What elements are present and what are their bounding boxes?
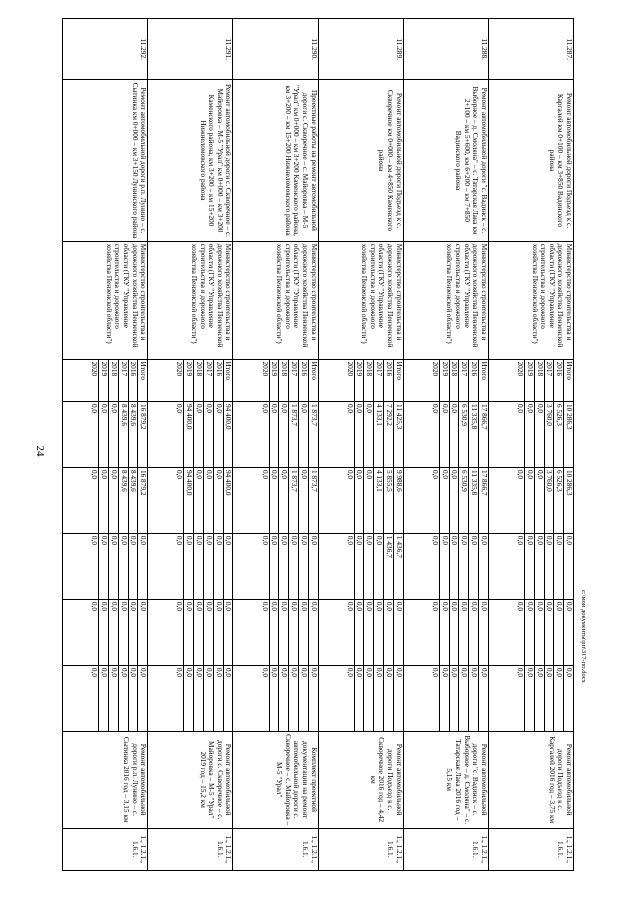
funding-value: 0,0 [524,666,534,731]
funding-value: 0,0 [137,666,147,731]
funding-value: 0,0 [213,534,223,599]
funding-value: 0,0 [90,469,100,480]
funding-value: 0,0 [308,534,318,599]
funding-value: 0,0 [183,600,193,665]
funding-value: 0,0 [108,600,118,665]
row-number: 11.290. [233,19,318,80]
funding-value: 0,0 [269,468,279,533]
funding-value: 0,0 [288,600,298,665]
funding-cell-1 [63,401,148,467]
funding-value: 0,0 [108,666,118,731]
funding-value: 0,0 [269,600,279,665]
year-label: 2018 [449,360,459,401]
funding-value: 0,0 [439,468,449,533]
funding-value: 0,0 [203,600,213,665]
funding-value: 0,0 [524,600,534,665]
funding-value: 8 439,6 [128,468,138,533]
year-label: 2017 [544,360,554,401]
funding-value: 0,0 [524,402,534,467]
funding-value: 0,0 [439,600,449,665]
funding-cell-2 [318,467,403,533]
funding-value: 0,0 [213,402,223,467]
funding-value: 0,0 [128,666,138,731]
funding-cell-5 [488,665,573,731]
funding-value: 0,0 [449,666,459,731]
funding-value: 0,0 [108,468,118,533]
funding-cell-3 [488,533,573,599]
funding-value: 6 530,9 [458,468,468,533]
funding-value: 0,0 [260,535,270,546]
year-label: 2018 [534,360,544,401]
year-label: 2018 [364,360,374,401]
funding-value: 0,0 [373,534,383,599]
row-number: 11.292. [63,19,148,80]
executor: Министерство строительства и дорожного хозяйства Пензенской области (ГКУ "Управление строительства и дорожного хозяйства Пензенской области") [403,241,488,359]
funding-value: 0,0 [516,403,526,414]
funding-value: 0,0 [260,403,270,414]
funding-value: 0,0 [98,600,108,665]
funding-value: 0,0 [534,666,544,731]
year-label: Итого [223,360,233,401]
funding-cell-4 [488,599,573,665]
year-label: 2016 [298,360,308,401]
funding-value: 0,0 [308,600,318,665]
year-label: 2018 [193,360,203,401]
funding-value: 0,0 [118,666,128,731]
funding-value: 0,0 [308,666,318,731]
funding-cell-2 [148,467,233,533]
funding-value: 0,0 [175,535,185,546]
funding-value: 0,0 [137,600,147,665]
funding-value: 1 436,7 [383,534,393,599]
year-label: 2019 [269,360,279,401]
executor: Министерство строительства и дорожного хозяйства Пензенской области (ГКУ "Управление строительства и дорожного хозяйства Пензенской области") [318,241,403,359]
funding-value: 0,0 [449,600,459,665]
funding-cell-1 [233,401,318,467]
year-label: 2020 [260,361,270,377]
funding-value: 0,0 [364,402,374,467]
funding-value: 0,0 [439,402,449,467]
funding-value: 0,0 [193,666,203,731]
funding-value: 0,0 [364,600,374,665]
funding-value: 0,0 [203,402,213,467]
year-label: 2017 [118,360,128,401]
indicators: 1., 1.2.1., 1.6.1. [233,828,318,871]
object-name: Проектные работы на ремонт автомобильной дороги с. Скворечное – с. Майоровка – М-5 "Урал" км 0+000 – км 3+200 Каменского района, км 3+200 – км 15+200 Нижнеломовского района [233,80,318,241]
funding-value: 16 879,2 [137,402,147,467]
years-cell [148,359,233,401]
funding-cell-2 [488,467,573,533]
funding-cell-5 [403,665,488,731]
funding-value: 3 760,0 [544,402,554,467]
object-name: Ремонт автомобильной дороги р.п. Лунино – с. Сытинка км 0+000 – км 3+150 Лунинского района [63,80,148,241]
funding-value: 0,0 [563,534,573,599]
funding-value: 0,0 [298,468,308,533]
funding-value: 0,0 [193,600,203,665]
funding-value: 11 335,8 [468,468,478,533]
funding-value: 94 400,0 [223,402,233,467]
funding-cell-4 [233,599,318,665]
funding-value: 6 530,9 [458,402,468,467]
funding-value: 8 439,6 [118,468,128,533]
row-number: 11.288. [403,19,488,80]
funding-value: 0,0 [128,600,138,665]
year-label: 2020 [90,361,100,377]
table-row [148,19,233,871]
funding-value: 0,0 [524,534,534,599]
funding-value: 0,0 [213,600,223,665]
funding-cell-2 [63,467,148,533]
funding-value: 0,0 [288,534,298,599]
table-row [403,19,488,871]
funding-value: 0,0 [260,667,270,678]
funding-value: 0,0 [175,667,185,678]
funding-value: 0,0 [203,468,213,533]
funding-value: 0,0 [193,468,203,533]
funding-value: 0,0 [193,402,203,467]
funding-cell-1 [318,401,403,467]
funding-value: 0,0 [364,666,374,731]
funding-value: 0,0 [175,469,185,480]
funding-value: 0,0 [269,402,279,467]
funding-value: 0,0 [373,600,383,665]
funding-value: 0,0 [449,534,459,599]
years-cell [233,359,318,401]
funding-value: 0,0 [478,534,488,599]
object-name: Ремонт автомобильной дороги Подъезд к с. Скворечное км 0+000 – км 4+850 Каменского района [318,80,403,241]
funding-cell-3 [148,533,233,599]
funding-value: 6 526,3 [553,468,563,533]
funding-value: 0,0 [393,600,403,665]
row-number: 11.287. [488,19,573,80]
funding-value: 0,0 [516,601,526,612]
expected-result: Ремонт автомобильной дороги Подъезд к с. Каргалей 2016 год – 3,75 км [488,731,573,828]
year-label: 2018 [108,360,118,401]
funding-cell-5 [318,665,403,731]
funding-value: 0,0 [269,666,279,731]
funding-value: 0,0 [345,601,355,612]
funding-value: 0,0 [288,666,298,731]
funding-value: 0,0 [108,402,118,467]
page-number: 24 [34,445,46,457]
year-label: 2019 [98,360,108,401]
funding-value: 0,0 [439,666,449,731]
funding-value: 0,0 [137,534,147,599]
funding-value: 0,0 [298,666,308,731]
funding-value: 0,0 [430,535,440,546]
funding-value: 10 286,3 [563,468,573,533]
funding-value: 8 439,6 [128,402,138,467]
table-row [318,19,403,871]
funding-value: 3 760,0 [544,468,554,533]
funding-value: 1 873,7 [288,402,298,467]
funding-value: 0,0 [278,600,288,665]
year-label: Итого [137,360,147,401]
funding-value: 0,0 [354,600,364,665]
table-row [63,19,148,871]
year-label: 2017 [458,360,468,401]
funding-value: 0,0 [563,666,573,731]
funding-value: 0,0 [430,601,440,612]
funding-value: 0,0 [203,534,213,599]
funding-value: 0,0 [534,468,544,533]
year-label: 2016 [553,360,563,401]
object-name: Ремонт автомобильной дороги с. Скворечное – с. Майоровка – М-5 "Урал" км 0+000 – км 3+200 Каменского района, км 3+200 – км 15+200 Нижнеломовского района [148,80,233,241]
funding-value: 0,0 [553,534,563,599]
indicators: 1., 1.2.1., 1.6.1. [318,828,403,871]
rotated-page [62,18,574,871]
funding-value: 0,0 [98,468,108,533]
funding-value: 0,0 [478,600,488,665]
funding-value: 94 400,0 [183,402,193,467]
table-row [488,19,573,871]
year-label: 2019 [439,360,449,401]
funding-value: 0,0 [278,402,288,467]
funding-cell-5 [148,665,233,731]
funding-value: 0,0 [524,468,534,533]
year-label: 2018 [278,360,288,401]
funding-value: 0,0 [90,403,100,414]
funding-cell-1 [148,401,233,467]
years-cell [488,359,573,401]
funding-cell-3 [403,533,488,599]
funding-value: 0,0 [468,600,478,665]
funding-value: 0,0 [516,667,526,678]
funding-value: 0,0 [269,534,279,599]
funding-value: 0,0 [98,534,108,599]
year-label: 2020 [430,361,440,377]
funding-value: 0,0 [175,403,185,414]
funding-cell-5 [233,665,318,731]
funding-value: 11 425,3 [393,402,403,467]
year-label: 2020 [345,361,355,377]
funding-value: 0,0 [345,469,355,480]
funding-value: 17 866,7 [478,468,488,533]
years-cell [318,359,403,401]
funding-value: 0,0 [439,534,449,599]
program-table [62,18,574,871]
funding-value: 0,0 [364,534,374,599]
funding-value: 0,0 [393,666,403,731]
funding-value: 0,0 [430,667,440,678]
funding-value: 1 873,7 [288,468,298,533]
funding-value: 0,0 [354,666,364,731]
funding-value: 0,0 [98,402,108,467]
funding-value: 6 526,3 [553,402,563,467]
object-name: Ремонт автомобильной дороги Подъезд к с. Каргалей км 0+100 – км 3+850 Вадинского района [488,80,573,241]
funding-value: 0,0 [383,666,393,731]
funding-value: 0,0 [534,402,544,467]
funding-value: 1 873,7 [308,468,318,533]
funding-value: 94 400,0 [223,468,233,533]
year-label: 2020 [516,361,526,377]
executor: Министерство строительства и дорожного хозяйства Пензенской области (ГКУ "Управление строительства и дорожного хозяйства Пензенской области") [233,241,318,359]
funding-value: 0,0 [345,667,355,678]
funding-value: 0,0 [354,468,364,533]
funding-value: 0,0 [260,469,270,480]
year-label: 2016 [213,360,223,401]
year-label: 2017 [288,360,298,401]
funding-value: 0,0 [534,600,544,665]
funding-value: 0,0 [458,534,468,599]
funding-cell-3 [318,533,403,599]
funding-cell-4 [403,599,488,665]
funding-cell-4 [148,599,233,665]
year-label: Итого [308,360,318,401]
funding-value: 0,0 [260,601,270,612]
year-label: Итого [563,360,573,401]
year-label: 2020 [175,361,185,377]
funding-value: 0,0 [90,601,100,612]
funding-value: 0,0 [118,534,128,599]
funding-value: 0,0 [458,600,468,665]
funding-value: 0,0 [193,534,203,599]
funding-value: 0,0 [354,402,364,467]
year-label: 2016 [468,360,478,401]
funding-value: 1 873,7 [308,402,318,467]
funding-value: 0,0 [175,601,185,612]
expected-result: Ремонт автомобильной дороги с. Скворечное – с. Майоровка – М-5 "Урал" 2019 год – 15,2 км [148,731,233,828]
funding-cell-4 [318,599,403,665]
year-label: 2019 [183,360,193,401]
funding-value: 0,0 [345,403,355,414]
funding-value: 0,0 [544,534,554,599]
funding-value: 0,0 [90,535,100,546]
funding-value: 0,0 [223,534,233,599]
funding-value: 0,0 [354,534,364,599]
funding-cell-1 [403,401,488,467]
funding-value: 0,0 [278,468,288,533]
funding-cell-5 [63,665,148,731]
funding-value: 0,0 [364,468,374,533]
funding-value: 0,0 [298,600,308,665]
indicators: 1., 1.2.1., 1.6.1. [148,828,233,871]
funding-cell-1 [488,401,573,467]
funding-cell-2 [233,467,318,533]
funding-value: 0,0 [478,666,488,731]
object-name: Ремонт автомобильной дороги "с. Вадинск – с. Выборное – д. Смоляна" – с. Татарская Лака км 2+100 – км 5+600, км 6+200 – км 7+850 Вадинского района [403,80,488,241]
funding-value: 7 292,2 [383,402,393,467]
funding-value: 16 879,2 [137,468,147,533]
years-cell [63,359,148,401]
funding-value: 0,0 [345,535,355,546]
funding-value: 4 133,1 [373,468,383,533]
funding-value: 10 286,3 [563,402,573,467]
funding-value: 0,0 [544,666,554,731]
funding-cell-3 [233,533,318,599]
funding-value: 0,0 [118,600,128,665]
row-number: 11.289. [318,19,403,80]
year-label: Итого [478,360,488,401]
years-cell [403,359,488,401]
funding-value: 0,0 [544,600,554,665]
row-number: 11.291. [148,19,233,80]
funding-cell-2 [403,467,488,533]
executor: Министерство строительства и дорожного хозяйства Пензенской области (ГКУ "Управление строительства и дорожного хозяйства Пензенской области") [63,241,148,359]
year-label: 2019 [354,360,364,401]
indicators: 1., 1.2.1., 1.6.1. [403,828,488,871]
indicators: 1., 1.2.1., 1.6.1. [63,828,148,871]
funding-value: 0,0 [90,667,100,678]
funding-value: 0,0 [213,666,223,731]
funding-value: 4 133,1 [373,402,383,467]
funding-value: 0,0 [449,468,459,533]
funding-value: 0,0 [183,666,193,731]
expected-result: Ремонт автомобильной дороги р.п. Лунино – с. Сытинка 2016 год – 3,15 км [63,731,148,828]
funding-value: 5 855,5 [383,468,393,533]
funding-value: 17 866,7 [478,402,488,467]
funding-value: 0,0 [128,534,138,599]
funding-value: 0,0 [383,600,393,665]
funding-value: 0,0 [183,534,193,599]
funding-value: 0,0 [298,402,308,467]
year-label: 2019 [524,360,534,401]
funding-cell-4 [63,599,148,665]
year-label: 2016 [128,360,138,401]
year-label: Итого [393,360,403,401]
year-label: 2017 [203,360,213,401]
funding-value: 94 400,0 [183,468,193,533]
funding-value: 0,0 [373,666,383,731]
funding-value: 0,0 [516,469,526,480]
year-label: 2017 [373,360,383,401]
funding-value: 0,0 [458,666,468,731]
funding-value: 0,0 [553,600,563,665]
footer-path: c:\мои документы\рп\317-пп.docx [580,590,587,683]
year-label: 2016 [383,360,393,401]
expected-result: Ремонт автомобильной дороги Подъезд к с. Скворечное 2016 год – 4,42 км [318,731,403,828]
executor: Министерство строительства и дорожного хозяйства Пензенской области (ГКУ "Управление строительства и дорожного хозяйства Пензенской области") [488,241,573,359]
funding-value: 9 988,6 [393,468,403,533]
funding-value: 0,0 [449,402,459,467]
funding-value: 11 335,8 [468,402,478,467]
funding-value: 0,0 [563,600,573,665]
funding-value: 0,0 [108,534,118,599]
funding-value: 0,0 [278,666,288,731]
indicators: 1., 1.2.1., 1.6.1. [488,828,573,871]
funding-value: 0,0 [213,468,223,533]
table-row [233,19,318,871]
expected-result: Ремонт автомобильной дороги "с. Вадинск – с. Выборное – д. Смоляна" – с. Татарская Лака 2016 год – 5,15 км [403,731,488,828]
funding-value: 8 439,6 [118,402,128,467]
funding-value: 1 436,7 [393,534,403,599]
funding-value: 0,0 [553,666,563,731]
executor: Министерство строительства и дорожного хозяйства Пензенской области (ГКУ "Управление строительства и дорожного хозяйства Пензенской области") [148,241,233,359]
funding-value: 0,0 [430,469,440,480]
expected-result: Комплект проектной документации на ремонт автомобильной дороги с. Скворечное – с. Майоровка – М-5 "Урал" [233,731,318,828]
funding-value: 0,0 [468,666,478,731]
funding-value: 0,0 [468,534,478,599]
funding-value: 0,0 [223,666,233,731]
funding-value: 0,0 [278,534,288,599]
funding-value: 0,0 [203,666,213,731]
funding-value: 0,0 [430,403,440,414]
funding-value: 0,0 [534,534,544,599]
funding-value: 0,0 [516,535,526,546]
funding-value: 0,0 [98,666,108,731]
funding-value: 0,0 [223,600,233,665]
funding-cell-3 [63,533,148,599]
funding-value: 0,0 [298,534,308,599]
footer [580,590,591,710]
